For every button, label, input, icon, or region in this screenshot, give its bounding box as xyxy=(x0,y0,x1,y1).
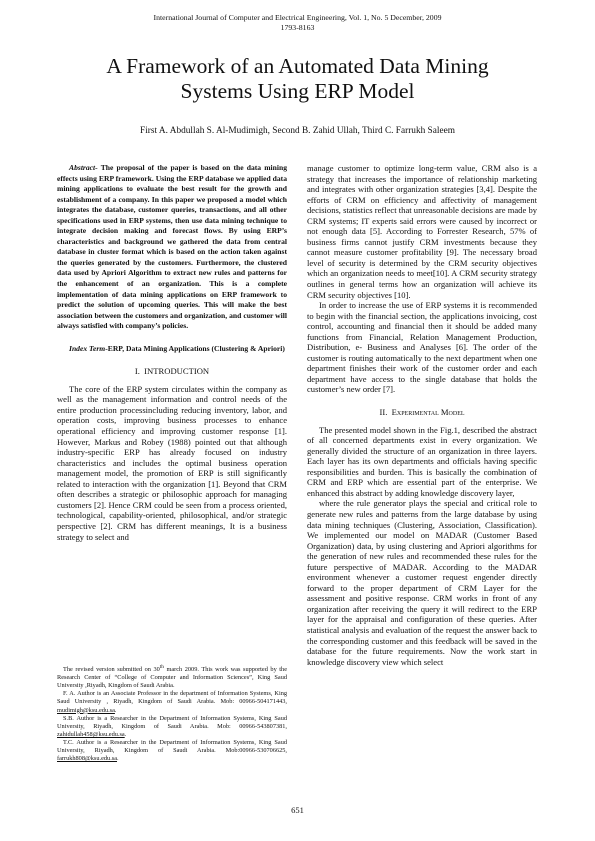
author-3-email-link[interactable]: farrukh808@ksu.edu.sa xyxy=(57,755,118,763)
section-title: Experimental Model xyxy=(391,407,465,418)
footnote-author-1 xyxy=(57,690,287,714)
footnote-author-2-text: S.B. Author is a Researcher in the Department of Information Systems, King Saud University, Riyadh, Kingdom of Saudi Arabia. Mob: 00966-543807381, xyxy=(57,714,287,730)
introduction-paragraph: The core of the ERP system circulates within the company as well as the management information and control needs of the entire production processincluding reducing inventory, labor, and operation costs, improving business processes to enhance operational efficiency and improving customer response [1]. However, Markus and Robey (1988) pointed out that although industry-specific ERP has already focused on industry characteristics and includes the optimal business operation management model, the promotion of ERP is still significantly related to interaction with the organization [1]. Beyond that CRM often describes a strategic or philosophic approach for managing customers [2]. Hence CRM could be seen from a process oriented, technological, capability-oriented, philosophical, and/or strategic perspective [2]. CRM has different meanings, It is a business strategy to select and xyxy=(57,383,287,542)
abstract xyxy=(57,163,287,332)
author-2-email-link[interactable]: zahidullah458@ksu.edu.sa xyxy=(57,730,125,738)
section-number: II. xyxy=(379,407,392,418)
paper-title xyxy=(40,54,555,104)
index-terms-text: -ERP, Data Mining Applications (Clustering & Apriori) xyxy=(105,343,285,353)
index-terms xyxy=(57,344,287,355)
footnote-author-2 xyxy=(57,715,287,739)
author-1-email-link[interactable]: mudimigh@ksu.edu.sa xyxy=(57,706,115,714)
erp-paragraph: In order to increase the use of ERP systems it is recommended to begin with the financial section, the applications invoicing, cost control, accounting and financial then it should be added many functions from Financial, Relation Management Production, Distribution, e- Business and Analyses [6]. The order of the customer is routing automatically to the next department when one department finishes their work of the customer order and each department have access to the single database that holds the customer’s new order [7]. xyxy=(307,300,537,395)
title-line-1: A Framework of an Automated Data Mining xyxy=(106,54,489,78)
footnotes xyxy=(57,663,287,763)
footnote-author-3-text: T.C. Author is a Researcher in the Department of Information Systems, King Saud University, Riyadh, Kingdom of Saudi Arabia. Mob:00966-530706625, xyxy=(57,738,287,755)
footnote-revision-text-2: march 2009. This work was supported by the Research Center of “College of Computer and Information Sciences”, King Saud University ,Riyadh, Kingdom of Saudi Arabia. xyxy=(57,666,287,690)
issn: 1793-8163 xyxy=(280,23,315,32)
index-terms-label: Index Term xyxy=(69,343,106,353)
model-paragraph: The presented model shown in the Fig.1, described the abstract of all concerned departments exist in every organization. We generally divided the structure of an organization in three layers. Each layer has its own departments and officials having specific responsibilities and burden. This is basically the combination of CRM and ERP which are essential part of the enterprise. We enhanced this abstract by adding knowledge discovery layer, xyxy=(307,424,537,498)
footnote-revision-text: The revised version submitted on 30 xyxy=(63,666,160,674)
footnote-author-3 xyxy=(57,739,287,763)
rule-generator-paragraph: where the rule generator plays the special and critical role to generate new rules and patterns from the large database by using data mining techniques (Clustering, Association, Classification). We implemented our model on MADAR (Customer Based Organization) data, by using clustering and Apriori algorithms for the generation of new rules and recommended these rules for the future perspective of MADAR. According to the MADAR environment whenever a customer request engender directly forward to the proper department of CRM Layer for the assessment and positive response. CRM works in front of any organization after receiving the query it will redirect to the ERP layer for the appraisal and configuration of these queries. After statistical analysis and evaluation of the request the answer back to the corresponding customer and this feedback will be saved in the database for the future requirements. Now the work start in knowledge discovery view which select xyxy=(307,498,537,667)
section-heading-experimental-model xyxy=(307,407,537,418)
abstract-label: Abstract- xyxy=(69,163,98,172)
title-line-2: Systems Using ERP Model xyxy=(180,79,415,103)
journal-line: International Journal of Computer and Electrical Engineering, Vol. 1, No. 5 December, 2009 xyxy=(153,13,442,22)
footnote-author-3-end: . xyxy=(117,755,119,763)
continued-paragraph: manage customer to optimize long-term value, CRM also is a strategy that increases the importance of relationship marketing and integrates with other organization strategies [3,4]. Despite the efforts of CRM on efficiency and affectivity of management decisions, statistics reflect that unreasonable decisions are made by CRM systems; IT experts said errors were caused by incorrect or not enough data [5]. According to Forrester Research, 57% of business firms cannot justify CRM investments because they cannot measure customer profitability [9]. The necessary broad level of security is determined by the CRM security objectives which an organization needs to meet[10]. A CRM security strategy outlines in general terms how an organization will achieve its CRM security objectives [10]. xyxy=(307,163,537,300)
author-line: First A. Abdullah S. Al-Mudimigh, Second B. Zahid Ullah, Third C. Farrukh Saleem xyxy=(140,126,455,136)
journal-header xyxy=(0,13,595,33)
footnote-author-1-text: F. A. Author is an Associate Professor in the department of Information Systems, King Saud University , Riyadh, Kingdom of Saudi Arabia. Mob: 00966-504171443, xyxy=(57,690,287,706)
left-column xyxy=(57,163,287,542)
footnote-author-1-end: . xyxy=(114,706,117,714)
footnote-sup: th xyxy=(159,664,164,670)
section-heading-introduction: I. INTRODUCTION xyxy=(134,366,210,377)
footnote-author-2-end: . xyxy=(124,730,127,738)
page-number: 651 xyxy=(291,805,304,815)
abstract-text: The proposal of the paper is based on the data mining effects using ERP framework. Using the ERP database we applied data mining applications to evaluate the best result for the growth and establishment of a company. In this paper we proposed a model which integrates the database, customer queries, transactions, and all other specifications used in ERP systems, then use data mining technique to integrate decision making and forecast flows. By using ERP’s characteristics and background we gathered the data from central database in cluster format which is based on the action taken against the queries generated by the customers. Furthermore, the clustered data used by Apriori Algorithm to extract new rules and patterns for the enhancement of an organization. This is a complete implementation of data mining applications on ERP framework to predict the solution of upcoming queries. This will make the best association between the customers and organization, and customer will always satisfied with company’s policies. xyxy=(57,163,287,331)
footnote-revision xyxy=(57,663,287,690)
right-column xyxy=(307,163,537,667)
